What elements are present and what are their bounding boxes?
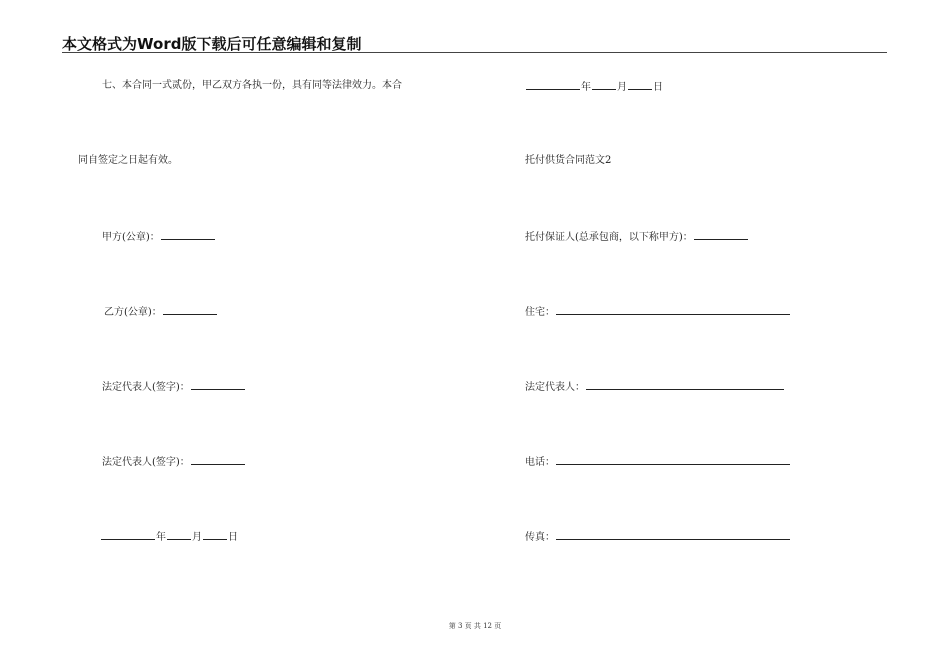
party-b-field (104, 304, 218, 320)
document-header-title: 本文格式为Word版下载后可任意编辑和复制 (62, 35, 362, 53)
right-legal-rep-blank[interactable] (586, 379, 784, 390)
legal-rep-field-2 (102, 454, 246, 470)
right-date-line (525, 79, 663, 95)
right-legal-rep-label: 法定代表人： (525, 382, 585, 393)
right-year-label: 年 (581, 82, 591, 93)
page-number: 第 3 页 共 12 页 (448, 622, 502, 630)
guarantor-blank[interactable] (694, 229, 748, 240)
right-day-blank[interactable] (628, 79, 652, 90)
residence-blank[interactable] (556, 304, 790, 315)
legal-rep-blank-1[interactable] (191, 379, 245, 390)
left-year-blank[interactable] (101, 529, 155, 540)
legal-rep-blank-2[interactable] (191, 454, 245, 465)
fax-label: 传真： (525, 532, 555, 543)
clause7-line2: 同自签定之日起有效。 (78, 155, 178, 166)
guarantor-label: 托付保证人(总承包商，以下称甲方)： (525, 232, 693, 243)
party-b-blank[interactable] (163, 304, 217, 315)
left-date-line (100, 529, 238, 545)
residence-label: 住宅： (525, 307, 555, 318)
legal-rep-label-2: 法定代表人(签字)： (102, 457, 190, 468)
guarantor-field (525, 229, 749, 245)
section-title: 托付供货合同范文2 (525, 155, 612, 166)
party-a-field (102, 229, 216, 245)
residence-field (525, 304, 791, 320)
left-day-blank[interactable] (203, 529, 227, 540)
right-month-label: 月 (617, 82, 627, 93)
party-a-blank[interactable] (161, 229, 215, 240)
phone-label: 电话： (525, 457, 555, 468)
left-month-blank[interactable] (167, 529, 191, 540)
header-divider (62, 52, 887, 53)
fax-blank[interactable] (556, 529, 790, 540)
right-month-blank[interactable] (592, 79, 616, 90)
party-a-label: 甲方(公章)： (102, 232, 160, 243)
legal-rep-field-1 (102, 379, 246, 395)
phone-field (525, 454, 791, 470)
left-year-label: 年 (156, 532, 166, 543)
phone-blank[interactable] (556, 454, 790, 465)
left-month-label: 月 (192, 532, 202, 543)
right-day-label: 日 (653, 82, 663, 93)
left-day-label: 日 (228, 532, 238, 543)
legal-rep-label-1: 法定代表人(签字)： (102, 382, 190, 393)
fax-field (525, 529, 791, 545)
clause7-line1: 七、本合同一式贰份，甲乙双方各执一份，具有同等法律效力。本合 (102, 80, 402, 91)
right-legal-rep-field (525, 379, 785, 395)
right-year-blank[interactable] (526, 79, 580, 90)
party-b-label: 乙方(公章)： (104, 307, 162, 318)
